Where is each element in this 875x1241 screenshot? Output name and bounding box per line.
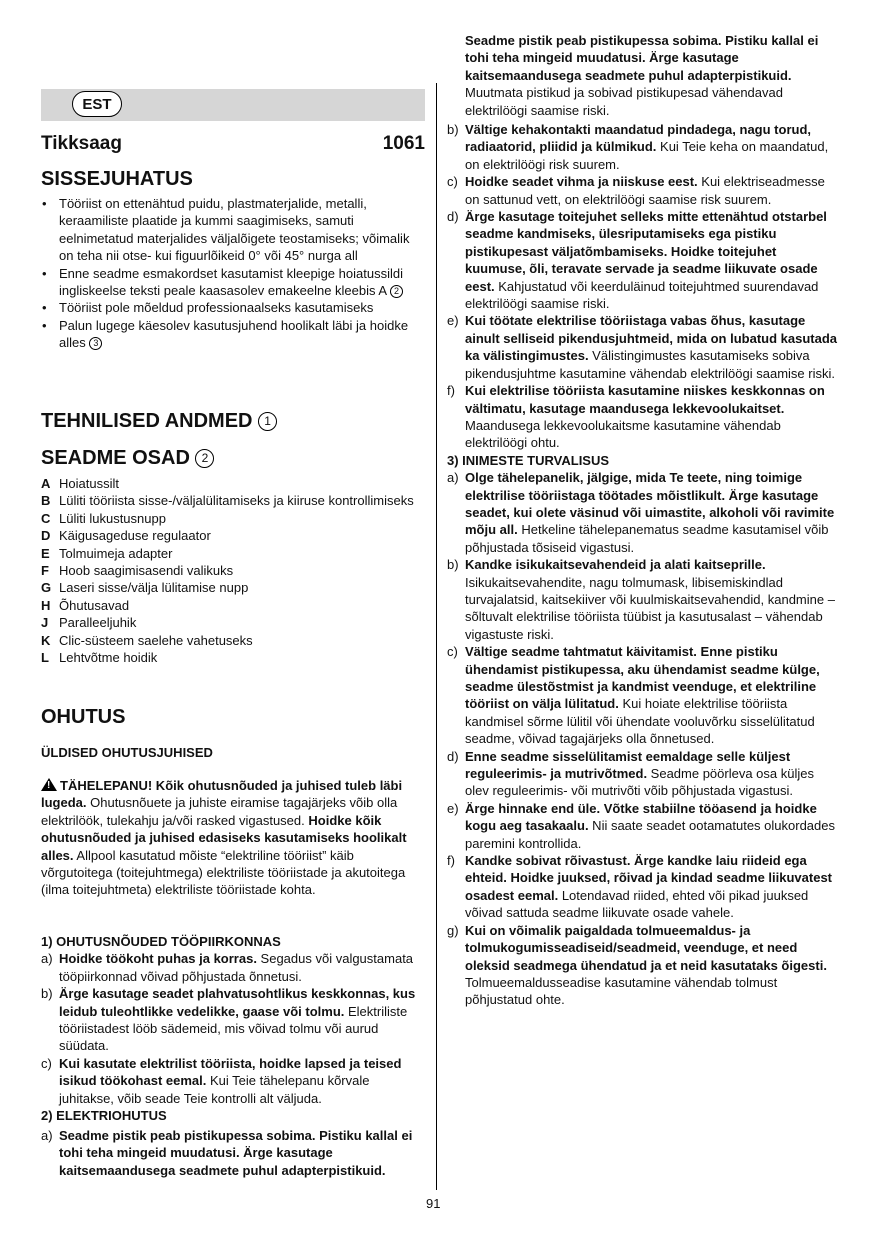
list-item: b) Kandke isikukaitsevahendeid ja alati kaitseprille. Isikukaitsevahendite, nagu tolmumask, libisemiskindlad turvajalatsid, kaitsekiiver või kuulmiskaitsevahendid, kandmine – sõltuvalt elektrilise tööriista tüübist ja kasutusalast – vähendab vigastuste riski. [447,557,835,642]
list-item: b) Ärge kasutage seadet plahvatusohtlikus keskkonnas, kus leidub tuleohtlikke vedelikke, gaase või tolmu. Elektriliste tööriistadest lööb sädemeid, mis võivad tolmu või aurud süüdata. [41,986,416,1054]
list-item: e) Kui töötate elektrilise tööriistaga vabas õhus, kasutage ainult selliseid pikendusjuhtmeid, mida on lubatud kasutada ka välistingimustes. Välistingimustes kasutamiseks sobiva pikendusjuhtme kasutamine vähendab elektrilöögi saamise riski. [447,313,838,381]
warning-triangle-icon: ! [41,778,57,791]
list-item: A Hoiatussilt [41,476,119,491]
list-item: a) Olge tähelepanelik, jälgige, mida Te teete, ning toimige elektrilise tööriistaga töötades mõistlikult. Ärge kasutage seadet, kui olete väsinud või uimastite, alkoholi või ravimite mõju all. Hetkeline tähelepanematus seadme kasutamisel võib põhjustada tõsiseid vigastusi. [447,470,835,555]
parts-heading: SEADME OSAD 2 [41,447,214,470]
list-item: d) Ärge kasutage toitejuhet selleks mitte ettenähtud otstarbel seadme kandmiseks, ülesriputamiseks ega pistiku pistikupesast väljatõmbamiseks. Hoidke toitejuhet kuumuse, õli, teravate servade ja seadme liikuvate osade eest. Kahjustatud või keerduläinud toitejuhtmed suurendavad elektrilöögi saamise riski. [447,209,827,312]
list-item: f) Kui elektrilise tööriista kasutamine niiskes keskkonnas on vältimatu, kasutage maandusega lekkevoolukaitset. Maandusega lekkevoolukaitsme kasutamine vähendab elektrilöögi ohtu. [447,383,825,451]
section-heading: 3) INIMESTE TURVALISUS [447,452,610,468]
list-item: f) Kandke sobivat rõivastust. Ärge kandke laiu riideid ega ehteid. Hoidke juuksed, rõivad ja kindad seadme liikuvatest osadest eemal. Lotendavad riided, ehted või pikad juuksed võivad sattuda seadme liikuvate osade vahele. [447,853,833,921]
figure-ref: 1 [258,412,277,431]
figure-ref: 2 [390,285,403,298]
intro-bullet: • Tööriist pole mõeldud professionaalseks kasutamiseks [41,299,425,316]
model-number: 1061 [382,133,425,154]
safety-section-1 [41,933,425,1124]
list-item: c) Hoidke seadet vihma ja niiskuse eest. Kui elektriseadmesse on sattunud vett, on elektrilöögi saamise risk suurem. [447,174,825,207]
figure-ref: 2 [195,449,214,468]
list-item: a) Hoidke töökoht puhas ja korras. Segadus või valgustamata tööpiirkonnad võivad põhjustada õnnetusi. [41,951,414,984]
list-item: c) Vältige seadme tahtmatut käivitamist. Enne pistiku ühendamist pistikupessa, aku ühendamist seadme külge, seadme ülestõstmist ja kandmist veenduge, et elektriline tööriist on välja lülitatud. Kui hoiate elektrilise tööriista kandmisel sõrme lülitil või ühendate vooluvõrku sisselülitatud seadme, võivad tagajärjeks olla õnnetused. [447,644,820,747]
list-item: c) Kui kasutate elektrilist tööriista, hoidke lapsed ja teised isikud töökohast eemal. Kui Teie tähelepanu kõrvale juhitakse, võib seade Teie kontrolli alt väljuda. [41,1055,402,1106]
product-title: Tikksaag [41,133,122,154]
list-item: C Lüliti lukustusnupp [41,510,166,526]
list-item: G Laseri sisse/välja lülitamise nupp [41,580,249,596]
list-item: E Tolmuimeja adapter [41,545,173,561]
list-item: J Paralleeljuhik [41,615,137,631]
rule-2a-bold-continued: Seadme pistik peab pistikupessa sobima. Pistiku kallal ei tohi teha mingeid muudatusi. Ärge kasutage kaitsemaandusega seadmete puhul adapterpistikuid. [465,33,819,83]
list-item: B Lüliti tööriista sisse-/väljalülitamiseks ja kiiruse kontrollimiseks [41,493,414,509]
safety-heading: OHUTUS [41,706,126,728]
intro-bullets [41,195,425,352]
safety-2a-continued: Seadme pistik peab pistikupessa sobima. Pistiku kallal ei tohi teha mingeid muudatusi. Ärge kasutage kaitsemaandusega seadmete puhul adapterpistikuid. Muutmata pistikud ja sobivad pistikupesad vähendavad elektrilöögi saamise riski. [465,33,819,118]
section-heading: 2) ELEKTRIOHUTUS [41,1108,167,1124]
list-item: F Hoob saagimisasendi valikuks [41,563,234,579]
list-item: d) Enne seadme sisselülitamist eemaldage selle küljest reguleerimis- ja mutrivõtmed. Seadme pöörleva osa küljes olev reguleerimis- või mutrivõti võib põhjustada vigastusi. [447,748,814,799]
page-number: 91 [426,1196,441,1211]
intro-bullet: • Palun lugege käesolev kasutusjuhend hoolikalt läbi ja hoidke alles 3 [41,317,425,352]
intro-bullet: • Enne seadme esmakordset kasutamist kleepige hoiatussildi ingliskeelse teksti peale kaasasolev emakeelne kleebis A 2 [41,265,425,300]
list-item: H Õhutusavad [41,597,130,613]
language-badge: EST [72,91,122,117]
tech-data-heading: TEHNILISED ANDMED 1 [41,410,277,433]
list-item: D Käigusageduse regulaator [41,528,211,544]
list-item: L Lehtvõtme hoidik [41,650,158,666]
general-safety-subheading: ÜLDISED OHUTUSJUHISED [41,745,213,760]
list-item: g) Kui on võimalik paigaldada tolmueemaldus- ja tolmukogumisseadiseid/seadmeid, veenduge, et need oleksid seadmega ühendatud ja et neid kasutataks õigesti. Tolmueemaldusseadise kasutamine vähendab tolmust põhjustatud ohte. [447,922,827,1008]
parts-list [41,475,425,666]
rule-2a-bold: Seadme pistik peab pistikupessa sobima. Pistiku kallal ei tohi teha mingeid muudatusi. Ärge kasutage kaitsemaandusega seadmete puhul adapterpistikuid. [59,1128,413,1178]
section-heading: 1) OHUTUSNÕUDED TÖÖPIIRKONNAS [41,934,281,949]
column-divider [436,83,437,1190]
intro-heading: SISSEJUHATUS [41,168,193,190]
safety-section-2-rest [447,121,839,1009]
intro-bullet: • Tööriist on ettenähtud puidu, plastmaterjalide, metalli, keraamiliste plaatide ja kummi saagimiseks, samuti eelnimetatud materjalides väljalõigete teostamiseks; võimalik on teha nii otse- kui figuurlõikeid 0° või 45° nurga all [41,195,425,265]
list-item: e) Ärge hinnake end üle. Võtke stabiilne tööasend ja hoidke kogu aeg tasakaalu. Nii saate seadet ootamatutes olukordades paremini kontrollida. [447,800,835,851]
figure-ref: 3 [89,337,102,350]
safety-2a-start [41,1127,425,1181]
list-item: a) Seadme pistik peab pistikupessa sobima. Pistiku kallal ei tohi teha mingeid muudatusi. Ärge kasutage kaitsemaandusega seadmete puhul adapterpistikuid. [41,1128,413,1178]
list-item: b) Vältige kehakontakti maandatud pindadega, nagu torud, radiaatorid, pliidid ja külmikud. Kui Teie keha on maandatud, on elektrilöögi risk suurem. [447,122,829,172]
warning-paragraph: ! TÄHELEPANU! Kõik ohutusnõuded ja juhised tuleb läbi lugeda. Ohutusnõuete ja juhiste eiramise tagajärjeks võib olla elektrilöök, tulekahju ja/või rasked vigastused. Hoidke kõik ohutusnõuded ja juhised edasiseks kasutamiseks hoolikalt alles. Allpool kasutatud mõiste “elektriline tööriist” käib võrgutoitega (toitejuhtmega) elektriliste tööriistade ja akutoitega (ilma toitejuhtmeta) elektriliste tööriistade kohta. [41,778,407,898]
list-item: K Clic-süsteem saelehe vahetuseks [41,632,253,648]
